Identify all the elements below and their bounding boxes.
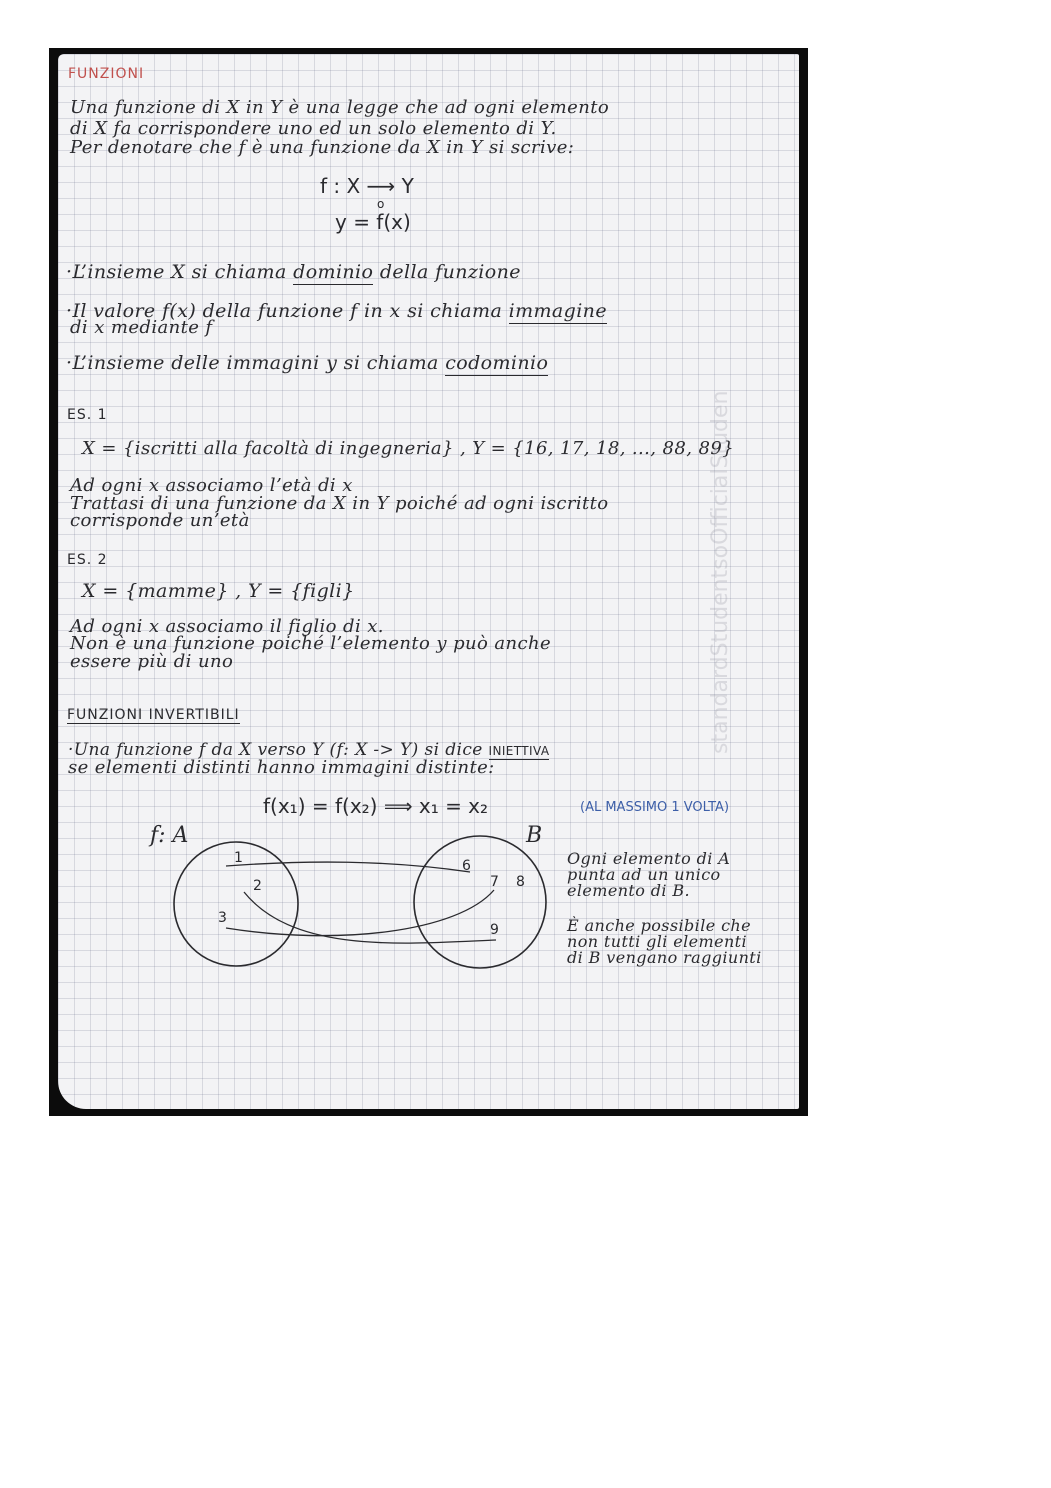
es2-line-1: Ad ogni x associamo il figlio di x.: [70, 616, 384, 637]
es2-sets: X = {mamme} , Y = {figli}: [82, 580, 355, 602]
notation-ring: o: [377, 197, 385, 211]
set-a-element: 1: [234, 850, 243, 866]
es1-label: ES. 1: [67, 407, 108, 423]
arrow-1-to-6: [226, 862, 470, 872]
note-1-line-3: elemento di B.: [567, 881, 691, 900]
note-1-line-1: Ogni elemento di A: [567, 849, 731, 868]
es2-label: ES. 2: [67, 552, 108, 568]
es1-sets: X = {iscritti alla facoltà di ingegneria} , Y = {16, 17, 18, ..., 88, 89}: [82, 438, 735, 459]
iniettiva-formula: f(x₁) = f(x₂) ⟹ x₁ = x₂: [263, 794, 489, 818]
watermark: standardStudentsoOfficialStuden: [708, 390, 733, 754]
set-a-element: 3: [218, 910, 227, 926]
iniettiva-note: (AL MASSIMO 1 VOLTA): [580, 800, 730, 815]
term-iniettiva: INIETTIVA: [488, 744, 550, 758]
iniettiva-line-2: se elementi distinti hanno immagini distinte:: [68, 757, 495, 778]
bullet-immagine-line-2: di x mediante f: [70, 317, 213, 338]
es1-line-3: corrisponde un’età: [70, 510, 250, 531]
intro-line-3: Per denotare che f è una funzione da X in Y si scrive:: [70, 137, 575, 158]
invertibili-title: FUNZIONI INVERTIBILI: [67, 707, 240, 723]
set-b-label: B: [526, 823, 543, 848]
set-b-element: 8: [516, 874, 525, 890]
note-2-line-3: di B vengano raggiunti: [567, 948, 762, 967]
scanned-page-frame: [49, 48, 808, 1116]
arrow-2-to-9: [244, 892, 496, 943]
note-1-line-2: punta ad un unico: [567, 865, 721, 884]
set-b-element: 6: [462, 858, 471, 874]
es2-line-3: essere più di uno: [70, 651, 234, 672]
set-a-label: f: A: [150, 823, 189, 848]
es1-line-2: Trattasi di una funzione da X in Y poiché ad ogni iscritto: [70, 493, 609, 514]
page-title: FUNZIONI: [68, 66, 145, 82]
set-b-element: 7: [490, 874, 499, 890]
notation-map: f : X ⟶ Y: [320, 174, 414, 198]
bullet-dominio: ·L’insieme X si chiama dominio della funzione: [66, 261, 521, 283]
term-codominio: codominio: [445, 352, 549, 374]
intro-line-1: Una funzione di X in Y è una legge che ad ogni elemento: [70, 97, 610, 118]
notation-equation: y = f(x): [335, 210, 411, 234]
note-2-line-1: È anche possibile che: [567, 916, 752, 935]
set-a-element: 2: [253, 878, 262, 894]
term-dominio: dominio: [293, 261, 374, 283]
notebook-page: [58, 54, 799, 1109]
intro-line-2: di X fa corrispondere uno ed un solo elemento di Y.: [70, 118, 557, 139]
set-b-element: 9: [490, 922, 499, 938]
bullet-immagine: ·Il valore f(x) della funzione f in x si chiama immagine: [66, 300, 607, 322]
iniettiva-line-1: ·Una funzione f da X verso Y (f: X -> Y) si dice INIETTIVA: [68, 740, 550, 760]
note-2-line-2: non tutti gli elementi: [567, 932, 748, 951]
es1-line-1: Ad ogni x associamo l’età di x: [70, 475, 353, 496]
es2-line-2: Non è una funzione poiché l’elemento y può anche: [70, 633, 552, 654]
term-immagine: immagine: [508, 300, 607, 322]
bullet-codominio: ·L’insieme delle immagini y si chiama codominio: [66, 352, 549, 374]
